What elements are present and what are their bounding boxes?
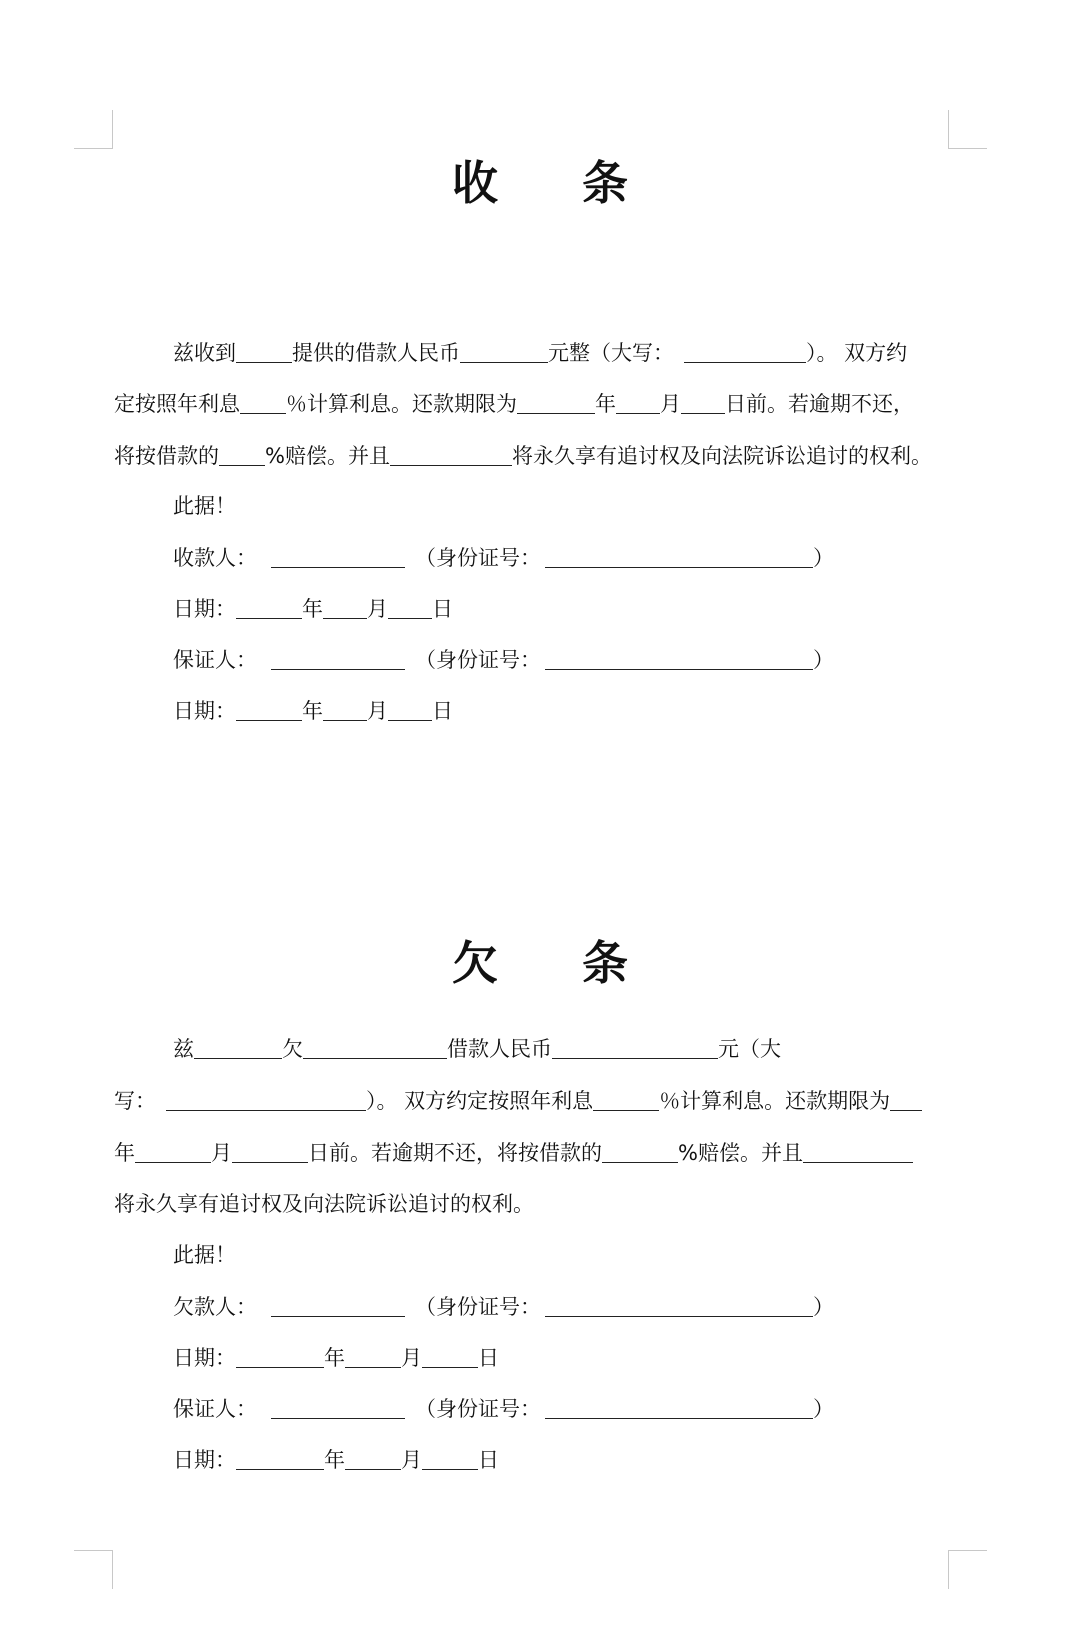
iou-guarantor-date-day-blank — [422, 1449, 478, 1470]
iou-creditor-blank — [303, 1038, 447, 1059]
debtor-date-month-blank — [345, 1347, 401, 1368]
iou-guarantor-id-blank — [545, 1398, 813, 1419]
payee-date-month-blank — [323, 598, 367, 619]
iou-due-day-blank — [232, 1142, 308, 1163]
crop-mark-bottom-right — [948, 1550, 987, 1589]
iou-interest-rate-blank — [593, 1090, 659, 1111]
debtor-date-day-blank — [422, 1347, 478, 1368]
due-year-blank — [517, 393, 595, 414]
receipt-payee-line: 收款人： （身份证号： ） — [173, 546, 834, 570]
iou-title: 欠 条 — [451, 936, 662, 990]
iou-guarantor-date-year-blank — [236, 1449, 324, 1470]
payee-name-blank — [271, 547, 405, 568]
iou-amount-uppercase-blank — [166, 1090, 366, 1111]
crop-mark-top-left — [74, 110, 113, 149]
iou-due-month-blank — [135, 1142, 211, 1163]
receipt-title: 收 条 — [451, 156, 662, 210]
iou-guarantor-name-blank — [271, 1398, 405, 1419]
iou-ci-ju: 此据！ — [173, 1243, 236, 1267]
iou-amount-blank — [552, 1038, 718, 1059]
iou-guarantor-date-line: 日期： 年 月 日 — [173, 1448, 499, 1472]
crop-mark-bottom-left — [74, 1550, 113, 1589]
iou-paragraph-line-4: 将永久享有追讨权及向法院诉讼追讨的权利。 — [114, 1192, 534, 1216]
receipt-guarantor-name-blank — [271, 649, 405, 670]
receipt-payee-date-line: 日期： 年 月 日 — [173, 597, 453, 621]
iou-due-year-blank — [890, 1090, 922, 1111]
payee-date-day-blank — [388, 598, 432, 619]
receipt-guarantor-line: 保证人： （身份证号： ） — [173, 648, 834, 672]
due-month-blank — [616, 393, 660, 414]
receipt-ci-ju: 此据！ — [173, 494, 236, 518]
iou-debtor-date-line: 日期： 年 月 日 — [173, 1346, 499, 1370]
debtor-name-blank — [271, 1296, 405, 1317]
receipt-paragraph-line-2: 定按照年利息 ％计算利息。还款期限为 年 月 日前。若逾期不还， — [114, 392, 914, 416]
debtor-id-blank — [545, 1296, 813, 1317]
payee-id-blank — [545, 547, 813, 568]
receipt-guarantor-id-blank — [545, 649, 813, 670]
interest-rate-blank — [240, 393, 286, 414]
penalty-rate-blank — [219, 445, 265, 466]
crop-mark-top-right — [948, 110, 987, 149]
debtor-date-year-blank — [236, 1347, 324, 1368]
iou-paragraph-line-2: 写： ）。 双方约定按照年利息 ％计算利息。还款期限为 — [114, 1090, 922, 1112]
due-day-blank — [681, 393, 725, 414]
iou-guarantor-date-month-blank — [345, 1449, 401, 1470]
amount-blank — [460, 342, 548, 363]
lender-blank — [236, 342, 292, 363]
receipt-guarantor-date-year-blank — [236, 700, 302, 721]
creditor-blank — [390, 445, 512, 466]
amount-uppercase-blank — [684, 342, 806, 363]
receipt-guarantor-date-day-blank — [388, 700, 432, 721]
iou-debtor-blank — [194, 1038, 282, 1059]
iou-debtor-line: 欠款人： （身份证号： ） — [173, 1295, 834, 1319]
receipt-guarantor-date-line: 日期： 年 月 日 — [173, 699, 453, 723]
iou-creditor-rights-blank — [803, 1142, 913, 1163]
receipt-paragraph-line-3: 将按借款的 %赔偿。并且 将永久享有追讨权及向法院诉讼追讨的权利。 — [114, 444, 932, 468]
receipt-paragraph-line-1: 兹收到 提供的借款人民币 元整（大写： ）。 双方约 — [173, 341, 908, 365]
iou-guarantor-line: 保证人： （身份证号： ） — [173, 1397, 834, 1421]
payee-date-year-blank — [236, 598, 302, 619]
receipt-guarantor-date-month-blank — [323, 700, 367, 721]
iou-paragraph-line-1: 兹 欠 借款人民币 元（大 — [173, 1037, 781, 1061]
iou-penalty-rate-blank — [602, 1142, 678, 1163]
iou-paragraph-line-3: 年 月 日前。若逾期不还，将按借款的 %赔偿。并且 — [114, 1142, 913, 1164]
